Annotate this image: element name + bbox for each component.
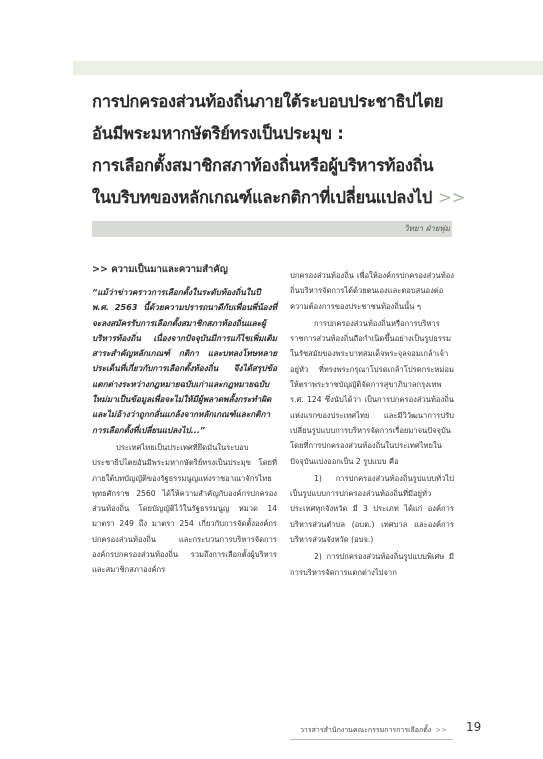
article-title: [92, 86, 512, 214]
body-paragraph-left: ประเทศไทยเป็นประเทศที่ยึดมั่นในระบอบประชาธิปไตยอันมีพระมหากษัตริย์ทรงเป็นประมุข โดยที่ภายใต้บทบัญญัติของรัฐธรรมนูญแห่งราชอาณาจักรไทย พุทธศักราช 2560 ได้ให้ความสำคัญกับองค์กรปกครองส่วนท้องถิ่น โดยบัญญัติไว้ในรัฐธรรมนูญ หมวด 14 มาตรา 249 ถึง มาตรา 254 เกี่ยวกับการจัดตั้งองค์กรปกครองส่วนท้องถิ่น และกระบวนการบริหารจัดการองค์กรปกครองส่วนท้องถิ่น รวมถึงการเลือกตั้งผู้บริหารและสมาชิกสภาองค์กร: [92, 442, 277, 575]
title-line-3: การเลือกตั้งสมาชิกสภาท้องถิ่นหรือผู้บริหารท้องถิ่น: [92, 156, 434, 175]
body-paragraph-right-4: 2) การปกครองส่วนท้องถิ่นรูปแบบพิเศษ มีการบริหารจัดการแตกต่างไปจาก: [290, 552, 454, 577]
page-number: 19: [466, 720, 482, 734]
title-arrows: >>: [438, 188, 466, 207]
body-paragraph-right-2: การปกครองส่วนท้องถิ่นหรือการบริหารราชการส่วนท้องถิ่นถือกำเนิดขึ้นอย่างเป็นรูปธรรมในรัชสมัยของพระบาทสมเด็จพระจุลจอมเกล้าเจ้าอยู่หัว ที่ทรงพระกรุณาโปรดเกล้าโปรดกระหม่อมให้ตราพระราชบัญญัติจัดการสุขาภิบาลกรุงเทพ ร.ศ. 124 ซึ่งนับได้ว่า เป็นการปกครองส่วนท้องถิ่นแห่งแรกของประเทศไทย และมีวิวัฒนาการปรับเปลี่ยนรูปแบบการบริหารจัดการเรื่อยมาจนปัจจุบัน โดยที่การปกครองส่วนท้องถิ่นในประเทศไทยในปัจจุบันแบ่งออกเป็น 2 รูปแบบ คือ: [290, 318, 454, 466]
body-paragraph-right-3: 1) การปกครองส่วนท้องถิ่นรูปแบบทั่วไป เป็นรูปแบบการปกครองส่วนท้องถิ่นที่มีอยู่ทั่วประเทศทุกจังหวัด มี 3 ประเภท ได้แก่ องค์การบริหารส่วนตำบล (อบต.) เทศบาล และองค์การบริหารส่วนจังหวัด (อบจ.): [290, 473, 454, 545]
footer-journal-name: วารสารสำนักงานคณะกรรมการการเลือกตั้ง: [300, 726, 432, 734]
footer-rule: [290, 739, 453, 740]
author-bar: [92, 221, 452, 237]
section-heading: >> ความเป็นมาและความสำคัญ: [92, 264, 228, 275]
title-line-2: อันมีพระมหากษัตริย์ทรงเป็นประมุข :: [92, 124, 344, 143]
body-paragraph-right-1: ปกครองส่วนท้องถิ่น เพื่อให้องค์กรปกครองส่วนท้องถิ่นบริหารจัดการได้ด้วยตนเองและตอบสนองต่อความต้องการของประชาชนท้องถิ่นนั้น ๆ: [290, 271, 454, 311]
title-line-4: [92, 182, 512, 214]
top-decorative-band: [73, 61, 543, 75]
right-column: [290, 268, 454, 580]
footer-journal: [300, 725, 447, 736]
title-line-1: การปกครองส่วนท้องถิ่นภายใต้ระบอบประชาธิปไตย: [92, 92, 444, 111]
title-line-4-text: ในบริบทของหลักเกณฑ์และกติกาที่เปลี่ยนแปลงไป: [92, 188, 433, 207]
footer-arrows: >>: [435, 726, 447, 734]
pull-quote: “แม้ว่าข่าวคราวการเลือกตั้งในระดับท้องถิ่นในปี พ.ศ. 2563 นี้ด้วยความปรารถนาดีกับเพื่อนพี่น้องที่จะลงสมัครรับการเลือกตั้งสมาชิกสภาท้องถิ่นและผู้บริหารท้องถิ่น เนื่องจากปัจจุบันมีการแก้ไขเพิ่มเติมสาระสำคัญหลักเกณฑ์ กติกา และบทลงโทษหลายประเด็นที่เกี่ยวกับการเลือกตั้งท้องถิ่น จึงได้สรุปข้อแตกต่างระหว่างกฎหมายฉบับเก่าและกฎหมายฉบับใหม่มาเป็นข้อมูลเพื่อจะไม่ให้มีผู้พลาดพลั้งกระทำผิดและไม่อ้างว่าถูกกลั่นแกล้งจากหลักเกณฑ์และกติกาการเลือกตั้งที่เปลี่ยนแปลงไป...”: [92, 287, 277, 435]
author-name: วิทยา ฝ่ายพุ่ม: [404, 224, 450, 233]
left-column: [92, 262, 277, 578]
